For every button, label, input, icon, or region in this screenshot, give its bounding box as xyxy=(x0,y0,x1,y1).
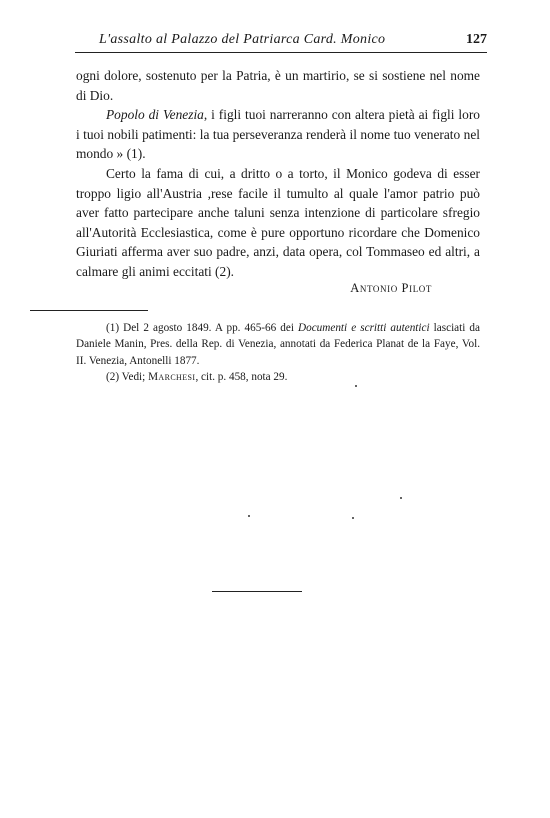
paragraph-1: ogni dolore, sostenuto per la Patria, è un martirio, se si sostiene nel nome di Dio. xyxy=(76,68,480,103)
footnote-2-b: , cit. p. 458, nota 29. xyxy=(195,371,288,384)
print-speck xyxy=(352,517,354,519)
paragraph-2 xyxy=(76,105,480,164)
footnote-1 xyxy=(76,320,480,369)
print-speck xyxy=(355,385,357,387)
footnote-1-a: (1) Del 2 agosto 1849. A pp. 465-66 dei xyxy=(106,322,299,334)
footnote-1-title: Documenti e scritti autentici xyxy=(298,322,430,334)
print-speck xyxy=(400,497,402,499)
print-speck xyxy=(248,515,250,517)
closing-rule xyxy=(212,591,302,592)
footnote-1-b: lasciati da Daniele Manin, Pres. della Rep. di Venezia, annotati da Federica Planat de la Faye, Vol. II. Venezia, Antonelli 1877. xyxy=(76,322,480,367)
main-text xyxy=(76,66,480,282)
paragraph-2-lead: Popolo di Venezia xyxy=(106,107,204,123)
footnotes xyxy=(76,320,480,386)
page-header xyxy=(75,30,487,53)
footnote-separator xyxy=(30,310,148,311)
paragraph-2-rest: , i figli tuoi narreranno con altera pietà ai figli loro i tuoi nobili patimenti: la tua perseveranza renderà il nome tuo venerato nel mondo » (1). xyxy=(76,107,480,162)
author-signature: Antonio Pilot xyxy=(350,281,432,295)
footnote-2-a: (2) Vedi; xyxy=(106,371,149,384)
footnote-2 xyxy=(76,369,480,385)
footnote-2-author: Marchesi xyxy=(148,371,196,384)
running-title: L'assalto al Palazzo del Patriarca Card. Monico xyxy=(99,32,386,47)
paragraph-3: Certo la fama di cui, a dritto o a torto, il Monico godeva di esser troppo ligio all'Austria ,rese facile il tumulto al quale l'amor patrio può aver fatto partecipare anche taluni senza intenzione di particolare sfregio all'Autorità Ecclesiastica, come è pure opportuno ricordare che Domenico Giuriati afferma aver suo padre, anzi, data opera, col Tommaseo ed altri, a calmare gli animi eccitati (2). xyxy=(76,165,480,279)
page-number: 127 xyxy=(466,32,487,47)
